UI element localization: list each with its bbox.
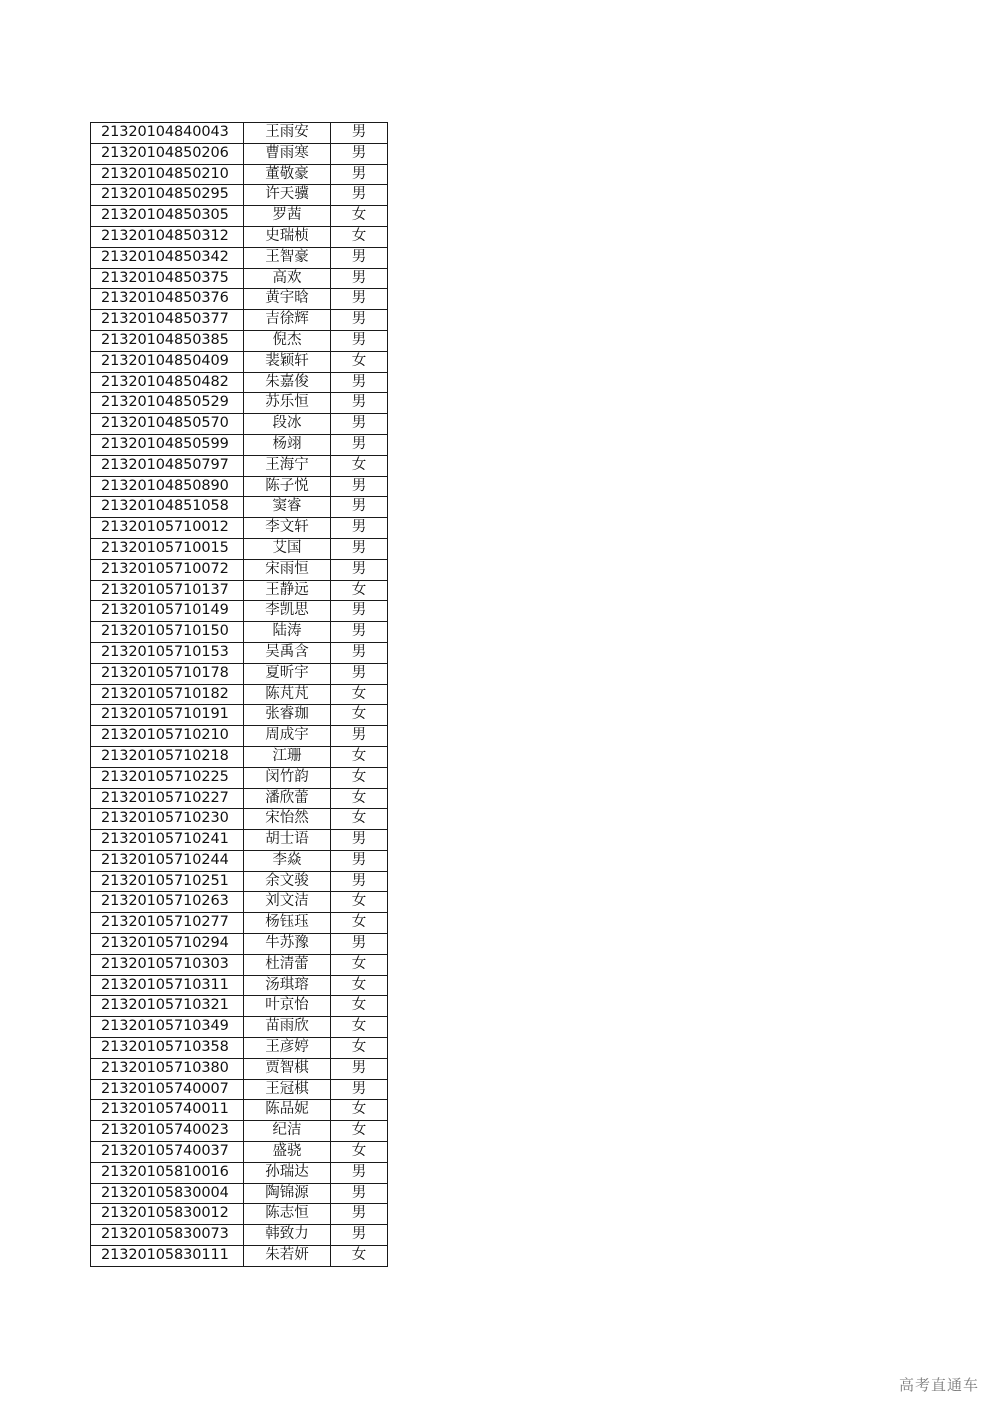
student-id-cell: 21320105710227 [91,788,244,809]
watermark-text: 高考直通车 [898,1376,979,1394]
student-name-cell: 苏乐恒 [244,393,331,414]
student-name-cell: 盛骁 [244,1142,331,1163]
table-row [91,580,388,601]
gender-cell: 男 [331,143,388,164]
student-name-cell: 叶京怡 [244,996,331,1017]
student-id-cell: 21320104850206 [91,143,244,164]
gender-cell: 男 [331,268,388,289]
student-id-cell: 21320105710349 [91,1017,244,1038]
gender-cell: 男 [331,310,388,331]
gender-cell: 男 [331,538,388,559]
student-id-cell: 21320105710012 [91,518,244,539]
student-name-cell: 王海宁 [244,455,331,476]
gender-cell: 女 [331,226,388,247]
gender-cell: 女 [331,975,388,996]
student-id-cell: 21320105710218 [91,746,244,767]
student-id-cell: 21320105710358 [91,1038,244,1059]
student-name-cell: 朱嘉俊 [244,372,331,393]
gender-cell: 男 [331,1079,388,1100]
student-name-cell: 潘欣蕾 [244,788,331,809]
student-name-cell: 王冠棋 [244,1079,331,1100]
gender-cell: 男 [331,1204,388,1225]
gender-cell: 女 [331,1017,388,1038]
table-row [91,414,388,435]
gender-cell: 女 [331,1038,388,1059]
student-name-cell: 汤琪瑢 [244,975,331,996]
gender-cell: 女 [331,809,388,830]
student-name-cell: 陈品妮 [244,1100,331,1121]
table-row [91,996,388,1017]
gender-cell: 男 [331,601,388,622]
student-id-cell: 21320105830073 [91,1225,244,1246]
gender-cell: 男 [331,871,388,892]
student-id-cell: 21320105710015 [91,538,244,559]
student-id-cell: 21320105710153 [91,642,244,663]
student-name-cell: 王智豪 [244,247,331,268]
student-id-cell: 21320105740023 [91,1121,244,1142]
student-name-cell: 吴禹含 [244,642,331,663]
student-id-cell: 21320105710225 [91,767,244,788]
student-name-cell: 高欢 [244,268,331,289]
student-id-cell: 21320104850482 [91,372,244,393]
student-name-cell: 董敬豪 [244,164,331,185]
student-name-cell: 李焱 [244,850,331,871]
roster-body [91,123,388,1267]
gender-cell: 女 [331,705,388,726]
student-id-cell: 21320105810016 [91,1162,244,1183]
student-id-cell: 21320105740007 [91,1079,244,1100]
student-id-cell: 21320105740011 [91,1100,244,1121]
student-id-cell: 21320105710182 [91,684,244,705]
gender-cell: 女 [331,1246,388,1267]
table-row [91,788,388,809]
student-name-cell: 胡士语 [244,830,331,851]
table-row [91,372,388,393]
table-row [91,767,388,788]
table-row [91,1246,388,1267]
gender-cell: 男 [331,164,388,185]
table-row [91,726,388,747]
student-name-cell: 吉徐辉 [244,310,331,331]
student-name-cell: 陈子悦 [244,476,331,497]
gender-cell: 男 [331,476,388,497]
student-id-cell: 21320105710150 [91,622,244,643]
table-row [91,1204,388,1225]
student-id-cell: 21320104850376 [91,289,244,310]
gender-cell: 女 [331,746,388,767]
table-row [91,330,388,351]
student-id-cell: 21320104850385 [91,330,244,351]
table-row [91,247,388,268]
student-id-cell: 21320105710178 [91,663,244,684]
student-id-cell: 21320105710277 [91,913,244,934]
student-id-cell: 21320105710241 [91,830,244,851]
student-id-cell: 21320105830012 [91,1204,244,1225]
student-name-cell: 王彦婷 [244,1038,331,1059]
table-row [91,434,388,455]
gender-cell: 男 [331,372,388,393]
student-name-cell: 李文轩 [244,518,331,539]
student-name-cell: 韩致力 [244,1225,331,1246]
table-row [91,705,388,726]
student-id-cell: 21320105710149 [91,601,244,622]
table-row [91,143,388,164]
student-name-cell: 贾智棋 [244,1058,331,1079]
gender-cell: 男 [331,726,388,747]
table-row [91,663,388,684]
gender-cell: 男 [331,934,388,955]
gender-cell: 女 [331,954,388,975]
table-row [91,642,388,663]
gender-cell: 男 [331,663,388,684]
table-row [91,289,388,310]
student-id-cell: 21320104840043 [91,123,244,144]
table-row [91,1142,388,1163]
table-row [91,518,388,539]
table-row [91,892,388,913]
gender-cell: 男 [331,497,388,518]
table-row [91,684,388,705]
gender-cell: 男 [331,830,388,851]
student-id-cell: 21320104850529 [91,393,244,414]
student-name-cell: 倪杰 [244,330,331,351]
table-row [91,1100,388,1121]
student-name-cell: 张睿珈 [244,705,331,726]
gender-cell: 女 [331,351,388,372]
student-id-cell: 21320105710137 [91,580,244,601]
student-name-cell: 杨翊 [244,434,331,455]
gender-cell: 男 [331,289,388,310]
table-row [91,975,388,996]
student-name-cell: 孙瑞达 [244,1162,331,1183]
student-name-cell: 陆涛 [244,622,331,643]
student-name-cell: 陶锦源 [244,1183,331,1204]
student-id-cell: 21320105740037 [91,1142,244,1163]
student-id-cell: 21320105710251 [91,871,244,892]
table-row [91,476,388,497]
gender-cell: 男 [331,393,388,414]
gender-cell: 男 [331,1183,388,1204]
student-name-cell: 黄宇晗 [244,289,331,310]
student-name-cell: 艾国 [244,538,331,559]
table-row [91,1058,388,1079]
student-name-cell: 纪洁 [244,1121,331,1142]
student-roster-table [90,122,388,1267]
table-row [91,850,388,871]
student-name-cell: 窦睿 [244,497,331,518]
table-row [91,871,388,892]
student-id-cell: 21320104850305 [91,206,244,227]
table-row [91,913,388,934]
table-row [91,1017,388,1038]
student-id-cell: 21320105710244 [91,850,244,871]
table-row [91,164,388,185]
table-row [91,559,388,580]
gender-cell: 女 [331,1121,388,1142]
student-name-cell: 王雨安 [244,123,331,144]
gender-cell: 女 [331,892,388,913]
gender-cell: 男 [331,434,388,455]
gender-cell: 男 [331,850,388,871]
gender-cell: 男 [331,1162,388,1183]
student-id-cell: 21320105710210 [91,726,244,747]
student-id-cell: 21320105710380 [91,1058,244,1079]
student-id-cell: 21320105710321 [91,996,244,1017]
student-id-cell: 21320105710303 [91,954,244,975]
gender-cell: 男 [331,518,388,539]
student-id-cell: 21320104850210 [91,164,244,185]
student-name-cell: 杨钰珏 [244,913,331,934]
table-row [91,393,388,414]
student-name-cell: 陈芃芃 [244,684,331,705]
gender-cell: 女 [331,767,388,788]
student-id-cell: 21320104850342 [91,247,244,268]
table-row [91,497,388,518]
student-id-cell: 21320104851058 [91,497,244,518]
table-row [91,809,388,830]
table-row [91,1225,388,1246]
table-row [91,538,388,559]
table-row [91,1162,388,1183]
table-row [91,1121,388,1142]
gender-cell: 男 [331,247,388,268]
student-id-cell: 21320105710230 [91,809,244,830]
student-name-cell: 王静远 [244,580,331,601]
student-name-cell: 杜清蕾 [244,954,331,975]
student-id-cell: 21320105710294 [91,934,244,955]
table-row [91,622,388,643]
student-name-cell: 李凯思 [244,601,331,622]
student-name-cell: 朱若妍 [244,1246,331,1267]
student-id-cell: 21320104850377 [91,310,244,331]
student-name-cell: 陈志恒 [244,1204,331,1225]
student-name-cell: 江珊 [244,746,331,767]
gender-cell: 男 [331,559,388,580]
student-id-cell: 21320104850312 [91,226,244,247]
student-id-cell: 21320104850570 [91,414,244,435]
student-id-cell: 21320105710072 [91,559,244,580]
student-name-cell: 宋雨恒 [244,559,331,580]
student-id-cell: 21320104850409 [91,351,244,372]
gender-cell: 女 [331,1142,388,1163]
table-row [91,1079,388,1100]
gender-cell: 女 [331,206,388,227]
student-name-cell: 曹雨寒 [244,143,331,164]
gender-cell: 女 [331,913,388,934]
gender-cell: 男 [331,622,388,643]
student-name-cell: 裴颖轩 [244,351,331,372]
student-name-cell: 段冰 [244,414,331,435]
table-row [91,123,388,144]
table-row [91,934,388,955]
student-id-cell: 21320104850797 [91,455,244,476]
student-name-cell: 夏昕宇 [244,663,331,684]
table-row [91,830,388,851]
student-name-cell: 刘文洁 [244,892,331,913]
gender-cell: 女 [331,580,388,601]
student-name-cell: 周成宇 [244,726,331,747]
student-id-cell: 21320104850890 [91,476,244,497]
table-row [91,185,388,206]
gender-cell: 男 [331,123,388,144]
table-row [91,206,388,227]
table-row [91,746,388,767]
table-row [91,455,388,476]
student-id-cell: 21320104850375 [91,268,244,289]
student-name-cell: 史瑞桢 [244,226,331,247]
gender-cell: 女 [331,1100,388,1121]
student-id-cell: 21320104850599 [91,434,244,455]
gender-cell: 男 [331,642,388,663]
student-id-cell: 21320105710311 [91,975,244,996]
student-name-cell: 牛苏豫 [244,934,331,955]
table-row [91,351,388,372]
table-row [91,1183,388,1204]
table-row [91,310,388,331]
student-id-cell: 21320105710191 [91,705,244,726]
student-id-cell: 21320105830111 [91,1246,244,1267]
gender-cell: 男 [331,185,388,206]
table-row [91,601,388,622]
student-id-cell: 21320105710263 [91,892,244,913]
student-name-cell: 宋怡然 [244,809,331,830]
table-row [91,954,388,975]
gender-cell: 女 [331,684,388,705]
gender-cell: 男 [331,1058,388,1079]
table-row [91,268,388,289]
gender-cell: 女 [331,788,388,809]
table-row [91,226,388,247]
student-name-cell: 苗雨欣 [244,1017,331,1038]
gender-cell: 女 [331,455,388,476]
student-id-cell: 21320105830004 [91,1183,244,1204]
gender-cell: 女 [331,996,388,1017]
table-row [91,1038,388,1059]
gender-cell: 男 [331,414,388,435]
gender-cell: 男 [331,1225,388,1246]
student-name-cell: 闵竹韵 [244,767,331,788]
student-id-cell: 21320104850295 [91,185,244,206]
student-name-cell: 余文骏 [244,871,331,892]
student-name-cell: 罗茜 [244,206,331,227]
gender-cell: 男 [331,330,388,351]
student-name-cell: 许天骥 [244,185,331,206]
